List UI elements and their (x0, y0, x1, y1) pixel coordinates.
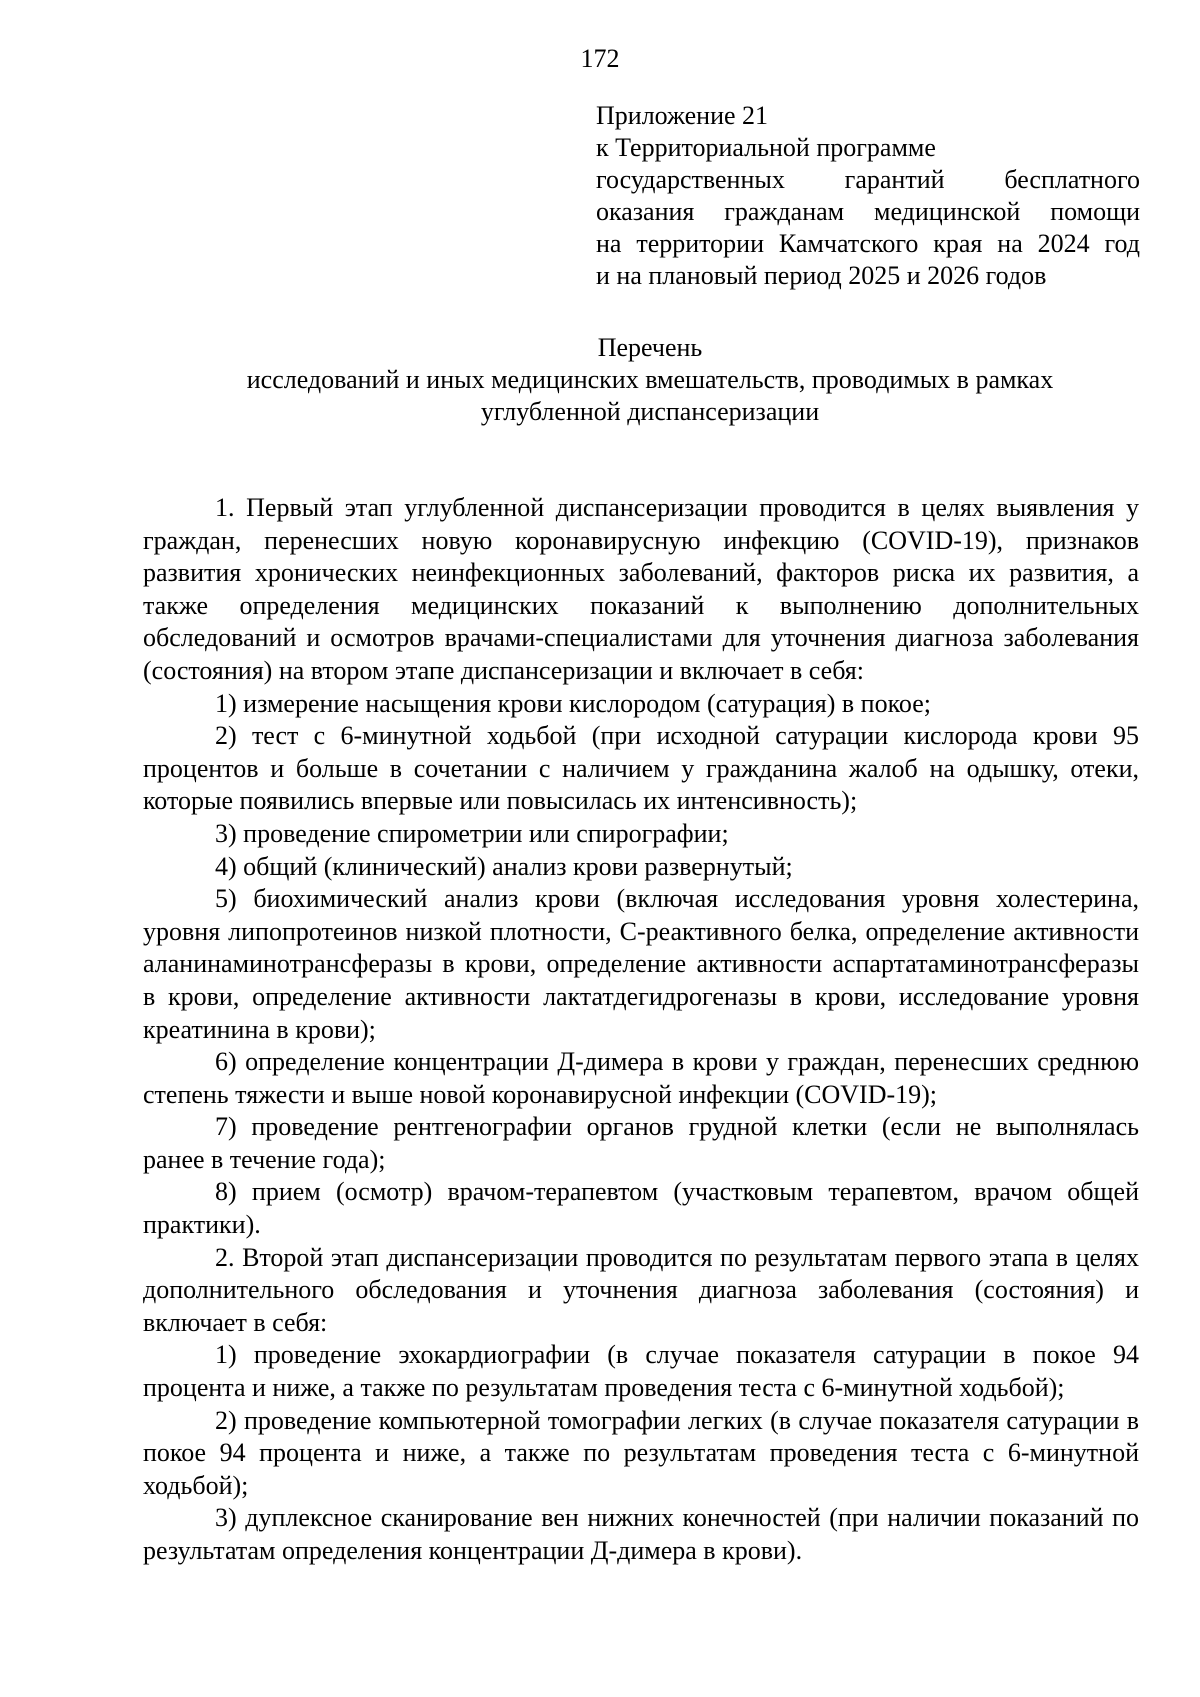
appendix-header (596, 100, 1140, 292)
appendix-line: государственных гарантий бесплатного (596, 165, 1140, 194)
list-item: 2) тест с 6-минутной ходьбой (при исходной сатурации кислорода крови 95 процентов и больше в сочетании с наличием у гражданина жалоб на одышку, отеки, которые появились впервые или повысилась их интенсивность); (143, 721, 1139, 816)
title-line: исследований и иных медицинских вмешательств, проводимых в рамках (246, 365, 1054, 394)
appendix-line: к Территориальной программе (596, 133, 936, 162)
list-item: 4) общий (клинический) анализ крови развернутый; (215, 851, 793, 881)
list-item: 1) проведение эхокардиографии (в случае показателя сатурации в покое 94 процента и ниже, а также по результатам проведения теста с 6-минутной ходьбой); (143, 1340, 1139, 1403)
list-item: 1) измерение насыщения крови кислородом (сатурация) в покое; (215, 688, 931, 718)
list-item: 3) дуплексное сканирование вен нижних конечностей (при наличии показаний по результатам определения концентрации Д-димера в крови). (143, 1503, 1139, 1565)
document-title (140, 332, 1160, 428)
paragraph-stage-1: 1. Первый этап углубленной диспансеризации проводится в целях выявления у граждан, перенесших новую коронавирусную инфекцию (COVID-19), признаков развития хронических неинфекционных заболеваний, факторов риска их развития, а также определения медицинских показаний к выполнению дополнительных обследований и осмотров врачами-специалистами для уточнения диагноза заболевания (состояния) на втором этапе диспансеризации и включает в себя: (143, 493, 1139, 685)
list-item: 7) проведение рентгенографии органов грудной клетки (если не выполнялась ранее в течение года); (143, 1112, 1139, 1174)
title-line: Перечень (597, 333, 703, 362)
appendix-line: Приложение 21 (596, 101, 769, 130)
list-item: 3) проведение спирометрии или спирографии; (215, 818, 729, 848)
list-item: 5) биохимический анализ крови (включая исследования уровня холестерина, уровня липопротеинов низкой плотности, С-реактивного белка, определение активности аланинаминотрансферазы в крови, определение активности аспартатаминотрансферазы в крови, определение активности лактатдегидрогеназы в крови, исследование уровня креатинина в крови); (143, 884, 1139, 1044)
appendix-line: оказания гражданам медицинской помощи (596, 197, 1140, 226)
page-number: 172 (580, 44, 620, 73)
appendix-line: и на плановый период 2025 и 2026 годов (596, 261, 1047, 290)
list-item: 2) проведение компьютерной томографии легких (в случае показателя сатурации в покое 94 процента и ниже, а также по результатам проведения теста с 6-минутной ходьбой); (143, 1405, 1139, 1500)
paragraph-stage-2: 2. Второй этап диспансеризации проводится по результатам первого этапа в целях дополнительного обследования и уточнения диагноза заболевания (состояния) и включает в себя: (143, 1242, 1139, 1337)
appendix-line: на территории Камчатского края на 2024 год (596, 229, 1140, 258)
list-item: 8) прием (осмотр) врачом-терапевтом (участковым терапевтом, врачом общей практики). (143, 1177, 1139, 1240)
title-line: углубленной диспансеризации (480, 397, 820, 426)
list-item: 6) определение концентрации Д-димера в крови у граждан, перенесших среднюю степень тяжести и выше новой коронавирусной инфекции (COVID-19); (143, 1047, 1139, 1109)
document-body (143, 492, 1139, 1568)
